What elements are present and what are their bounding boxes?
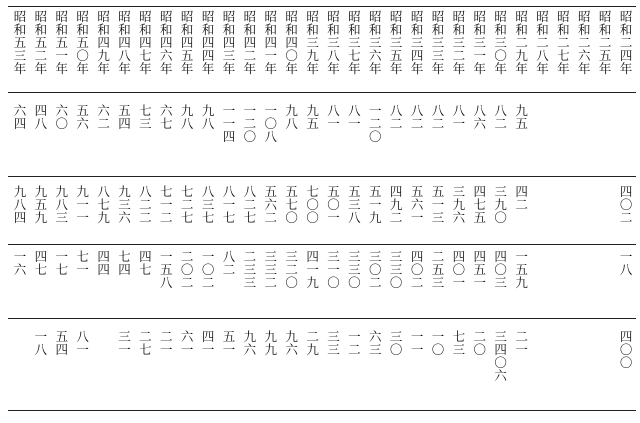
- table-cell: 九 五: [515, 103, 528, 131]
- table-cell: 六 四: [13, 103, 27, 131]
- table-cell: 五 一: [222, 329, 236, 357]
- year-heading: 昭 和 四 一 年: [264, 9, 278, 76]
- table-cell: [10, 330, 30, 400]
- year-heading: 昭 和 三 九 年: [306, 9, 319, 76]
- table-cell: 九 八: [180, 103, 194, 131]
- table-cell: 四 〇 二: [619, 184, 633, 225]
- table-cell: [553, 185, 573, 247]
- table-cell: 三 一 〇: [327, 249, 340, 290]
- table-cell: 三 一: [118, 329, 131, 357]
- table-cell: 九 八 三: [55, 184, 69, 225]
- table-cell: [533, 250, 553, 312]
- table-cell: 四 一: [201, 329, 215, 357]
- table-cell: 四 二: [515, 184, 528, 212]
- table-cell: 五 三 八: [348, 184, 361, 225]
- table-cell: [574, 185, 594, 247]
- table-cell: 八 六: [473, 103, 487, 131]
- table-cell: 七 〇 〇: [306, 184, 319, 225]
- year-heading: 昭 和 五 〇 年: [76, 9, 89, 76]
- table-cell: 二 九: [306, 329, 319, 357]
- table-cell: 一 五 九: [515, 249, 528, 290]
- table-cell: 四 〇 〇: [619, 329, 633, 370]
- table-cell: 三 〇 二: [369, 249, 382, 290]
- table-cell: 一 〇 八: [264, 103, 278, 144]
- table-cell: [574, 104, 594, 166]
- table-cell: 八 二 二: [139, 184, 152, 225]
- table-cell: 三 四 〇 六: [494, 329, 507, 383]
- table-cell: 三 三 〇: [389, 249, 403, 290]
- table-cell: 四 八: [34, 103, 48, 131]
- year-heading: 昭 和 四 〇 年: [285, 9, 298, 76]
- table-cell: [574, 330, 594, 400]
- table-cell: [553, 104, 573, 166]
- table-cell: 二 〇 二: [180, 249, 194, 290]
- table-cell: [533, 185, 553, 247]
- table-cell: 五 四: [118, 103, 131, 131]
- table-cell: [595, 330, 615, 400]
- table-cell: 八 二: [389, 103, 403, 131]
- table-cell: 八 二: [222, 249, 236, 277]
- table-cell: 九 八 四: [13, 184, 27, 225]
- table-cell: 六 二: [97, 103, 110, 131]
- year-heading: 昭 和 二 六 年: [578, 9, 591, 76]
- table-cell: 三 三 〇: [348, 249, 361, 290]
- table-cell: 四 〇 二: [410, 249, 424, 290]
- table-cell: 八 七 九: [97, 184, 110, 225]
- year-heading: 昭 和 三 一 年: [473, 9, 487, 76]
- table-cell: 六 一: [180, 329, 194, 357]
- table-cell: [595, 104, 615, 166]
- table-cell: 三 三 二: [264, 249, 278, 290]
- year-heading: 昭 和 五 二 年: [34, 9, 48, 76]
- table-cell: 五 六: [76, 103, 89, 131]
- table-cell: 九 九: [264, 329, 278, 357]
- table-cell: [595, 250, 615, 312]
- year-heading: 昭 和 二 四 年: [619, 9, 633, 76]
- table-cell: 四 五 一: [473, 249, 487, 290]
- year-heading: 昭 和 四 七 年: [139, 9, 152, 76]
- year-heading: 昭 和 四 四 年: [201, 9, 215, 76]
- table-cell: 九 八: [201, 103, 215, 131]
- table-cell: 二 五 三: [431, 249, 445, 290]
- year-heading: 昭 和 三 八 年: [327, 9, 340, 76]
- table-cell: 一 二 〇: [369, 103, 382, 144]
- year-heading: 昭 和 二 八 年: [536, 9, 549, 76]
- table-cell: 四 七: [139, 249, 152, 277]
- table-cell: 九 六: [243, 329, 257, 357]
- table-cell: 二 七: [139, 329, 152, 357]
- table-cell: 七 三: [139, 103, 152, 131]
- table-cell: 一 八: [619, 249, 633, 277]
- table-cell: 四 七: [34, 249, 48, 277]
- year-heading: 昭 和 三 二 年: [452, 9, 466, 76]
- table-cell: 四 〇 一: [452, 249, 466, 290]
- table-cell: 七 二 七: [180, 184, 194, 225]
- table-cell: 八 二: [494, 103, 507, 131]
- table-cell: [574, 250, 594, 312]
- table-cell: 五 一 三: [431, 184, 445, 225]
- table-cell: [94, 330, 114, 400]
- table-cell: [595, 185, 615, 247]
- table-cell: 五 六 一: [410, 184, 424, 225]
- header-rule: [8, 92, 636, 93]
- table-cell: 一 一 四: [222, 103, 236, 144]
- table-cell: 一 六: [13, 249, 27, 277]
- table-cell: 五 七 〇: [285, 184, 298, 225]
- table-cell: 七 一: [76, 249, 89, 277]
- year-heading: 昭 和 四 二 年: [243, 9, 257, 76]
- table-cell: 九 六: [285, 329, 298, 357]
- table-cell: 五 六 二: [264, 184, 278, 225]
- year-heading: 昭 和 三 三 年: [431, 9, 445, 76]
- table-cell: 三 九 〇: [494, 184, 507, 225]
- table-cell: 一 二: [348, 329, 361, 357]
- table-cell: 三 〇: [389, 329, 403, 357]
- table-cell: 九 八: [285, 103, 298, 131]
- table-cell: [533, 104, 553, 166]
- table-cell: [533, 330, 553, 400]
- year-heading: 昭 和 三 六 年: [369, 9, 382, 76]
- table-cell: [553, 250, 573, 312]
- year-heading: 昭 和 四 五 年: [180, 9, 194, 76]
- year-heading: 昭 和 二 九 年: [515, 9, 528, 76]
- table-cell: 八 二 七: [243, 184, 257, 225]
- table-cell: 八 二: [410, 103, 424, 131]
- bottom-rule: [8, 410, 636, 411]
- year-heading: 昭 和 二 五 年: [598, 9, 612, 76]
- table-cell: 八 一 七: [222, 184, 236, 225]
- table-cell: 六 〇: [55, 103, 69, 131]
- year-heading: 昭 和 三 四 年: [410, 9, 424, 76]
- table-cell: 一 〇: [431, 329, 445, 357]
- table-cell: 九 三 六: [118, 184, 131, 225]
- year-heading: 昭 和 四 八 年: [118, 9, 131, 76]
- table-cell: 二 三 三: [243, 249, 257, 290]
- table-cell: 一 五 八: [160, 249, 173, 290]
- table-cell: 九 一 一: [76, 184, 89, 225]
- table-cell: 八 一: [452, 103, 466, 131]
- year-heading: 昭 和 四 九 年: [97, 9, 110, 76]
- table-cell: [553, 330, 573, 400]
- year-heading: 昭 和 四 三 年: [222, 9, 236, 76]
- table-cell: 四 九 二: [389, 184, 403, 225]
- table-cell: 一 七: [55, 249, 69, 277]
- table-cell: 一 〇 二: [201, 249, 215, 290]
- row-rule-3: [8, 318, 636, 319]
- year-heading: 昭 和 四 六 年: [160, 9, 173, 76]
- table-cell: 一 一: [410, 329, 424, 357]
- table-cell: 二 一: [515, 329, 528, 357]
- table-cell: 三 九 六: [452, 184, 466, 225]
- table-cell: 九 五 九: [34, 184, 48, 225]
- year-heading: 昭 和 三 五 年: [389, 9, 403, 76]
- table-cell: 八 一: [327, 103, 340, 131]
- table-cell: 二 一: [160, 329, 173, 357]
- table-cell: 七 四: [118, 249, 131, 277]
- table-cell: 一 二 〇: [243, 103, 257, 144]
- table-cell: 三 二 〇: [285, 249, 298, 290]
- table-cell: 八 三 七: [201, 184, 215, 225]
- year-heading: 昭 和 二 七 年: [557, 9, 570, 76]
- table-cell: 六 三: [369, 329, 382, 357]
- year-heading: 昭 和 三 七 年: [348, 9, 361, 76]
- table-cell: 八 二: [431, 103, 445, 131]
- table-cell: 八 一: [76, 329, 89, 357]
- table-cell: 二 〇: [473, 329, 487, 357]
- table-cell: 七 一 二: [160, 184, 173, 225]
- table-cell: 三 三: [327, 329, 340, 357]
- table-cell: 五 四: [55, 329, 69, 357]
- table-cell: 四 七 五: [473, 184, 487, 225]
- year-heading: 昭 和 五 三 年: [13, 9, 27, 76]
- table-cell: 四 一 九: [306, 249, 319, 290]
- top-rule: [8, 6, 636, 7]
- year-heading: 昭 和 三 〇 年: [494, 9, 507, 76]
- table-cell: 五 一 九: [369, 184, 382, 225]
- table-cell: 七 三: [452, 329, 466, 357]
- table-cell: [616, 104, 636, 166]
- table-cell: 六 七: [160, 103, 173, 131]
- table-cell: 四 四: [97, 249, 110, 277]
- row-rule-1: [8, 176, 636, 177]
- table-cell: 九 五: [306, 103, 319, 131]
- table-cell: 五 〇 一: [327, 184, 340, 225]
- table-cell: 一 八: [34, 329, 48, 357]
- table-cell: 四 〇 三: [494, 249, 507, 290]
- year-heading: 昭 和 五 一 年: [55, 9, 69, 76]
- table-cell: 八 一: [348, 103, 361, 131]
